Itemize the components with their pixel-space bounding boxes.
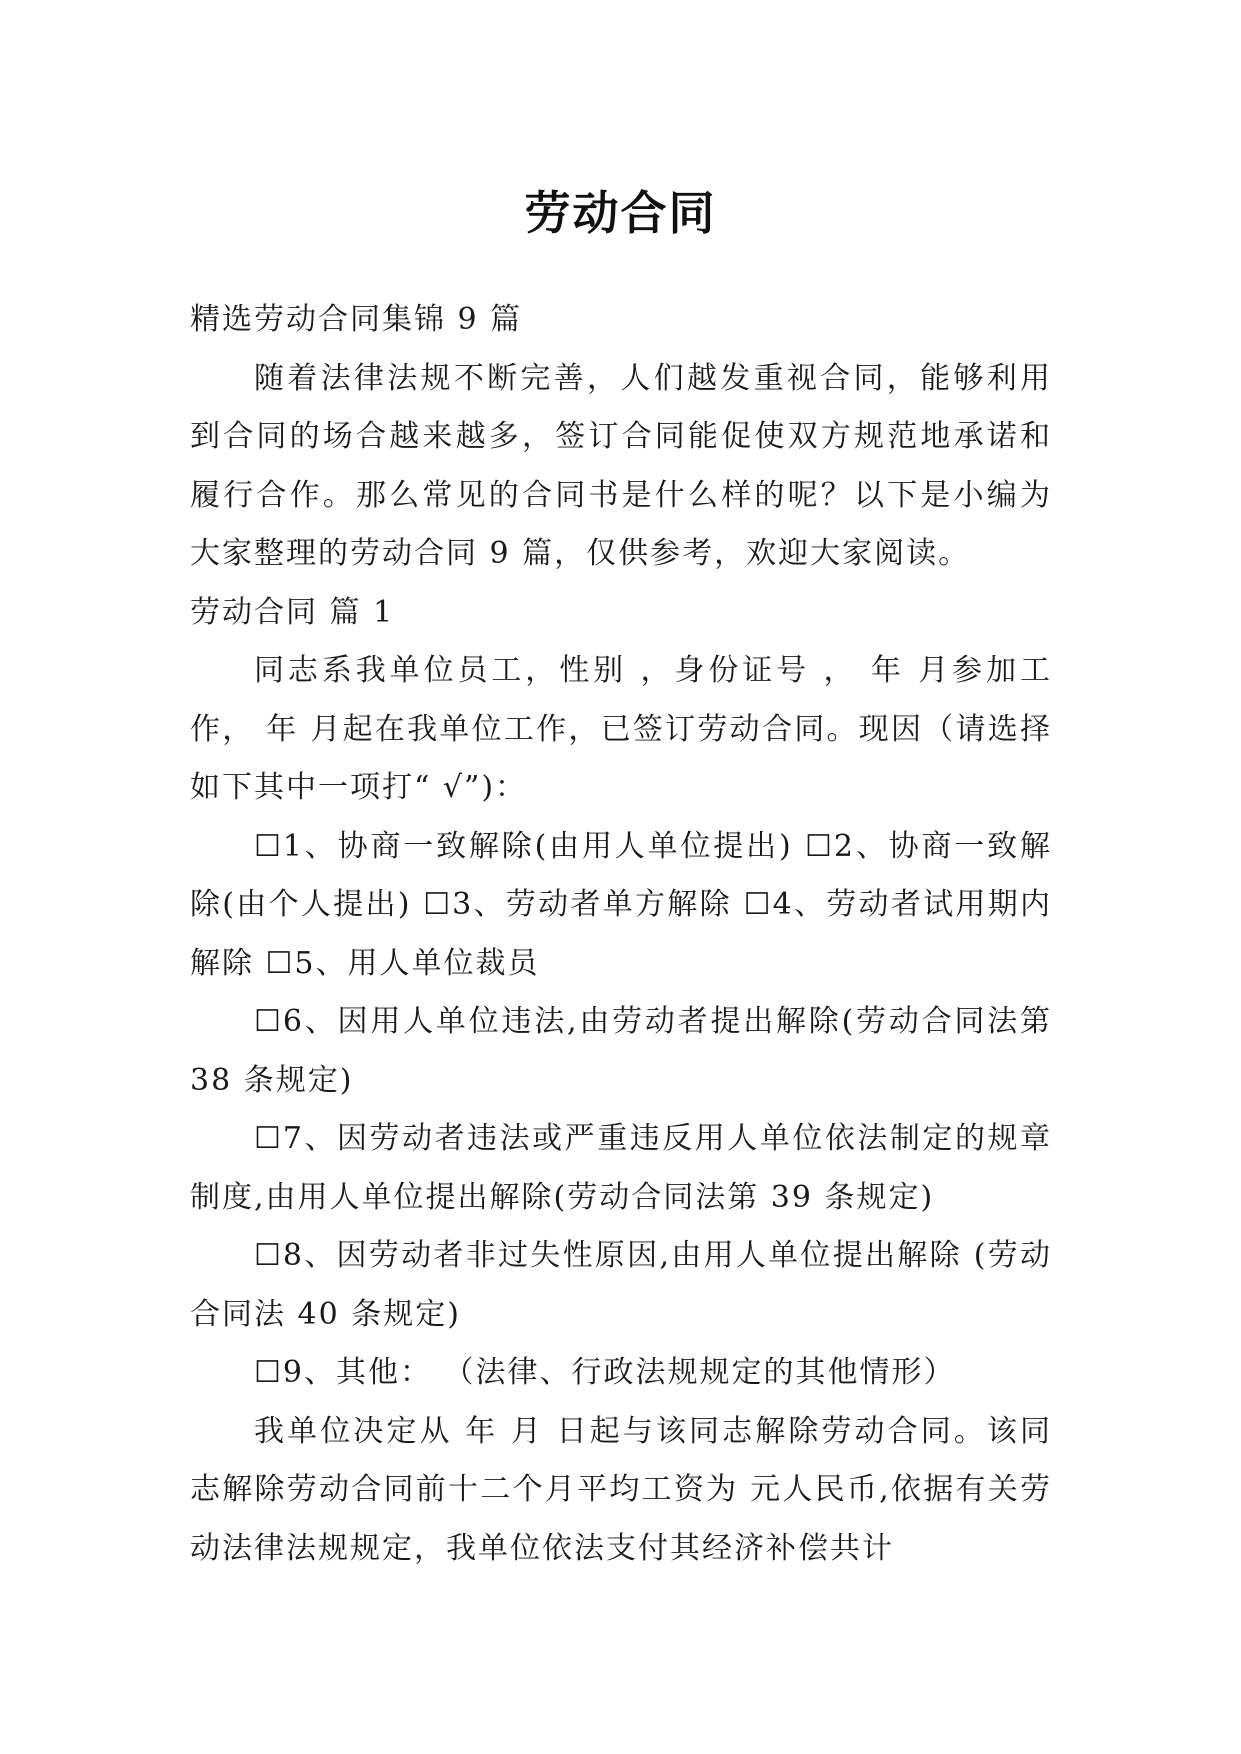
termination-options-1-5: ☐1、协商一致解除(由用人单位提出) ☐2、协商一致解除(由个人提出) ☐3、劳动者单方解除 ☐4、劳动者试用期内解除 ☐5、用人单位裁员 xyxy=(190,828,1052,981)
document-body xyxy=(190,291,1052,1578)
intro-paragraph: 随着法律法规不断完善，人们越发重视合同，能够利用到合同的场合越来越多，签订合同能促使双方规范地承诺和履行合作。那么常见的合同书是什么样的呢？以下是小编为大家整理的劳动合同 9 篇，仅供参考，欢迎大家阅读。 xyxy=(190,360,1052,571)
termination-option-8: ☐8、因劳动者非过失性原因,由用人单位提出解除 (劳动合同法 40 条规定) xyxy=(190,1238,1052,1332)
termination-option-9: ☐9、其他： （法律、行政法规规定的其他情形） xyxy=(254,1355,956,1390)
termination-option-6: ☐6、因用人单位违法,由劳动者提出解除(劳动合同法第 38 条规定) xyxy=(190,1004,1052,1098)
employee-info-paragraph: 同志系我单位员工，性别 ，身份证号 ， 年 月参加工作， 年 月起在我单位工作，已签订劳动合同。现因（请选择如下其中一项打“ √”)： xyxy=(190,653,1052,805)
termination-option-7: ☐7、因劳动者违法或严重违反用人单位依法制定的规章制度,由用人单位提出解除(劳动合同法第 39 条规定) xyxy=(190,1121,1052,1215)
intro-heading: 精选劳动合同集锦 9 篇 xyxy=(190,302,523,337)
section-heading: 劳动合同 篇 1 xyxy=(190,594,395,630)
decision-paragraph: 我单位决定从 年 月 日起与该同志解除劳动合同。该同志解除劳动合同前十二个月平均工资为 元人民币,依据有关劳动法律法规规定，我单位依法支付其经济补偿共计 xyxy=(190,1413,1052,1566)
document-title: 劳动合同 xyxy=(524,185,717,240)
